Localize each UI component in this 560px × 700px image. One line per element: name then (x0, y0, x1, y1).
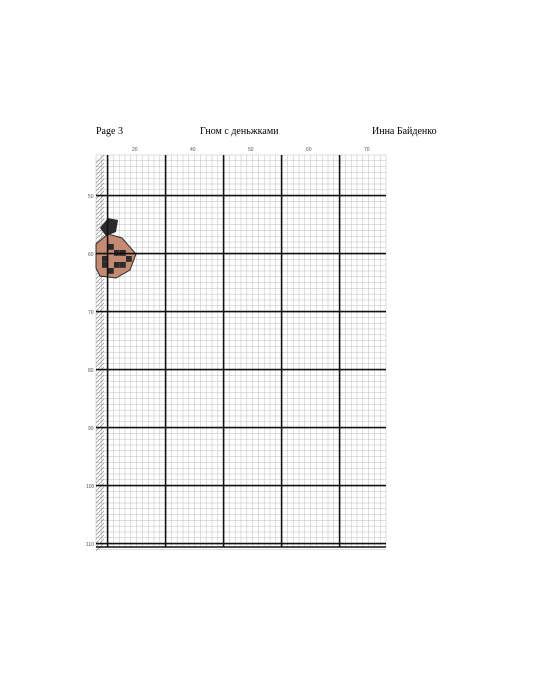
author-name: Инна Байденко (372, 126, 437, 137)
hatch-stroke (96, 463, 104, 471)
hatch-stroke (96, 443, 104, 451)
minor-grid-lines (96, 155, 386, 549)
hatch-stroke (96, 483, 104, 491)
hatch-stroke (96, 379, 104, 387)
hatch-stroke (96, 399, 104, 407)
top-tick-label-4: 70 (364, 147, 370, 153)
hatch-stroke (96, 371, 104, 379)
dark-stitch (114, 262, 120, 268)
top-tick-label-1: 40 (190, 147, 196, 153)
hatch-stroke (96, 207, 104, 215)
hatch-stroke (96, 159, 104, 167)
dark-stitch (126, 256, 132, 262)
hatch-stroke (96, 495, 104, 503)
hatch-stroke (96, 179, 104, 187)
hatch-stroke (96, 335, 104, 343)
hatch-stroke (96, 199, 104, 207)
left-tick-label-5: 100 (86, 484, 95, 490)
hatch-stroke (96, 507, 104, 515)
hatch-stroke (96, 459, 104, 467)
hatch-stroke (96, 411, 104, 419)
hatch-stroke (96, 515, 104, 523)
pattern-title: Гном с деньжками (200, 126, 279, 137)
left-tick-label-0: 50 (88, 194, 94, 200)
hatch-stroke (96, 187, 104, 195)
hatch-stroke (96, 291, 104, 299)
hatch-stroke (96, 431, 104, 439)
hatch-stroke (96, 455, 104, 463)
hatch-stroke (96, 407, 104, 415)
hatch-stroke (96, 503, 104, 511)
top-tick-label-0: 20 (132, 147, 138, 153)
hatch-stroke (96, 451, 104, 459)
hatch-stroke (96, 347, 104, 355)
hatch-stroke (96, 315, 104, 323)
hatch-stroke (96, 523, 104, 531)
hatch-stroke (96, 367, 104, 375)
hatch-stroke (96, 339, 104, 347)
hatch-stroke (96, 279, 104, 287)
hatch-stroke (96, 167, 104, 175)
hatch-stroke (96, 163, 104, 171)
hatch-stroke (96, 471, 104, 479)
hatch-stroke (96, 419, 104, 427)
hatch-stroke (96, 535, 104, 543)
hatch-stroke (96, 175, 104, 183)
hatch-stroke (96, 491, 104, 499)
hatch-stroke (96, 527, 104, 535)
hatch-stroke (96, 303, 104, 311)
dark-stitch (108, 268, 114, 274)
hatch-stroke (96, 155, 104, 163)
hatch-stroke (96, 355, 104, 363)
hatch-stroke (96, 359, 104, 367)
hatch-stroke (96, 295, 104, 303)
hatch-stroke (96, 475, 104, 483)
left-tick-label-1: 60 (88, 252, 94, 258)
top-tick-label-3: 60 (306, 147, 312, 153)
hatch-stroke (96, 211, 104, 219)
hatch-stroke (96, 511, 104, 519)
left-tick-label-4: 90 (88, 426, 94, 432)
left-tick-label-2: 70 (88, 310, 94, 316)
top-tick-label-2: 50 (248, 147, 254, 153)
hatch-stroke (96, 395, 104, 403)
hatch-stroke (96, 387, 104, 395)
hatch-stroke (96, 391, 104, 399)
dark-stitch (120, 262, 126, 268)
hatch-stroke (96, 343, 104, 351)
coin-bag-motif (96, 218, 136, 278)
hatch-stroke (96, 283, 104, 291)
hatch-stroke (96, 487, 104, 495)
hatch-stroke (96, 323, 104, 331)
hatch-stroke (96, 327, 104, 335)
page-number: Page 3 (96, 126, 123, 137)
left-tick-label-6: 110 (86, 542, 94, 548)
hatch-stroke (96, 375, 104, 383)
left-tick-label-3: 80 (88, 368, 94, 374)
hatch-stroke (96, 439, 104, 447)
dark-stitch (108, 244, 114, 250)
